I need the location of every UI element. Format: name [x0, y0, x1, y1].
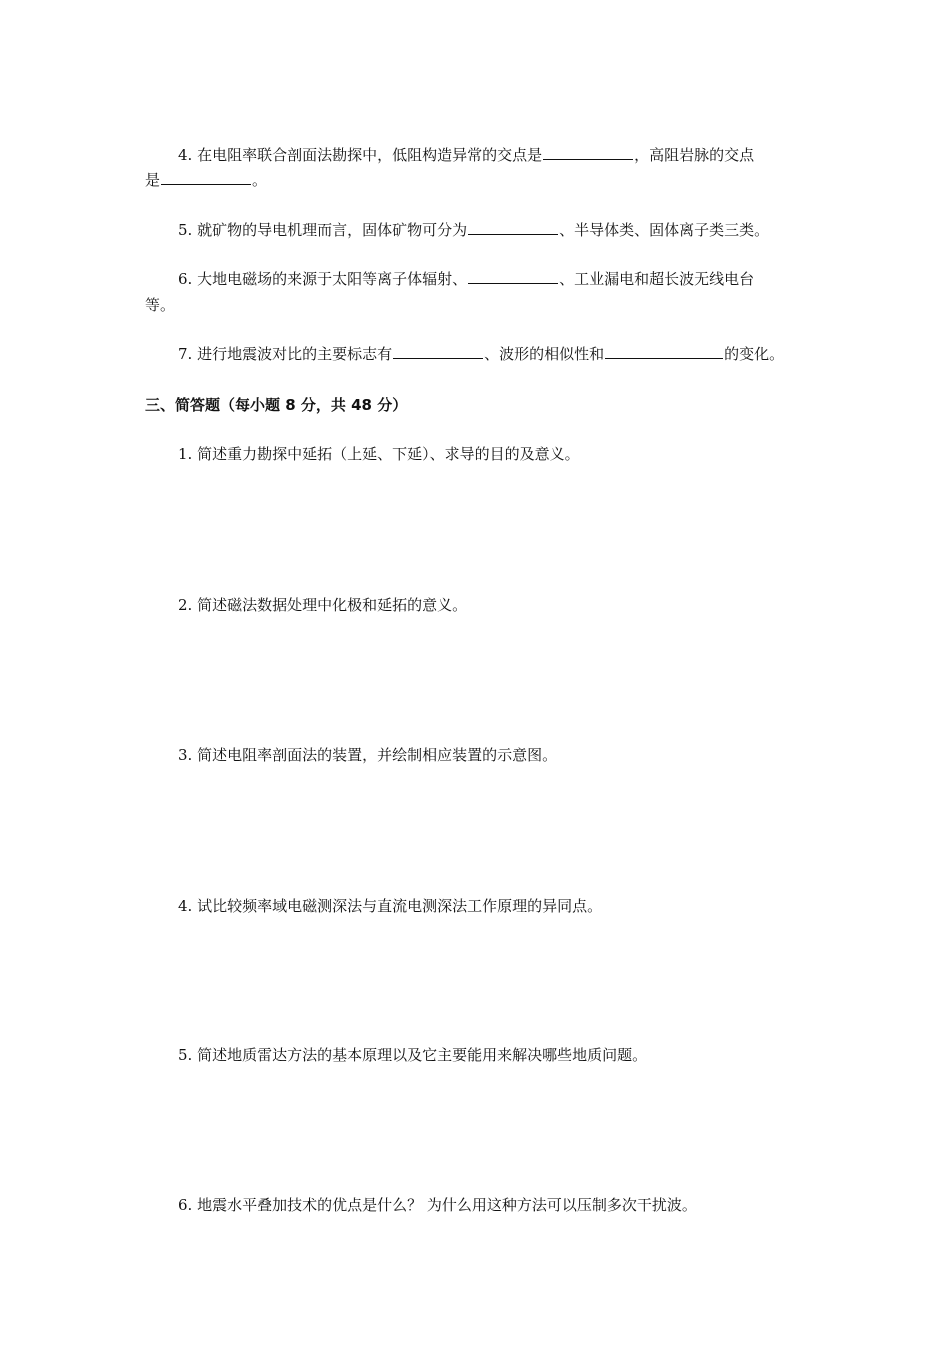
- q7-blank-1[interactable]: [393, 344, 483, 359]
- q6-blank-1[interactable]: [468, 269, 558, 284]
- q4-text-part1: 4. 在电阻率联合剖面法勘探中，低阻构造异常的交点是: [178, 146, 543, 164]
- q4-text-part2: ，高阻岩脉的交点: [634, 146, 755, 164]
- section-3-heading: 三、简答题（每小题 8 分，共 48 分）: [145, 396, 408, 414]
- q7-blank-2[interactable]: [605, 344, 723, 359]
- q5-text-part1: 5. 就矿物的导电机理而言，固体矿物可分为: [178, 221, 468, 239]
- fill-question-5: [178, 218, 769, 242]
- fill-question-6-line1: [178, 267, 754, 291]
- q4-blank-1[interactable]: [543, 145, 633, 160]
- q6-text-part3: 等。: [145, 296, 176, 314]
- fill-question-4-line1: [178, 143, 754, 167]
- q6-text-part2: 、工业漏电和超长波无线电台: [559, 270, 755, 288]
- q4-text-part4: 。: [252, 171, 268, 189]
- q7-text-part3: 的变化。: [724, 345, 785, 363]
- fill-question-6-line2: [145, 293, 175, 317]
- q4-text-part3: 是: [145, 171, 161, 189]
- short-answer-question-5: 5. 简述地质雷达方法的基本原理以及它主要能用来解决哪些地质问题。: [178, 1046, 648, 1064]
- short-answer-question-4: 4. 试比较频率域电磁测深法与直流电测深法工作原理的异同点。: [178, 897, 603, 915]
- q6-text-part1: 6. 大地电磁场的来源于太阳等离子体辐射、: [178, 270, 468, 288]
- q4-blank-2[interactable]: [161, 170, 251, 185]
- short-answer-question-2: 2. 简述磁法数据处理中化极和延拓的意义。: [178, 596, 468, 614]
- fill-question-7: [178, 342, 784, 366]
- q5-blank-1[interactable]: [468, 220, 558, 235]
- short-answer-question-3: 3. 简述电阻率剖面法的装置，并绘制相应装置的示意图。: [178, 746, 558, 764]
- q5-text-part2: 、半导体类、固体离子类三类。: [559, 221, 770, 239]
- q7-text-part2: 、波形的相似性和: [484, 345, 605, 363]
- fill-question-4-line2: [145, 168, 267, 192]
- q7-text-part1: 7. 进行地震波对比的主要标志有: [178, 345, 393, 363]
- short-answer-question-1: 1. 简述重力勘探中延拓（上延、下延）、求导的目的及意义。: [178, 445, 580, 463]
- short-answer-question-6: 6. 地震水平叠加技术的优点是什么？ 为什么用这种方法可以压制多次干扰波。: [178, 1196, 697, 1214]
